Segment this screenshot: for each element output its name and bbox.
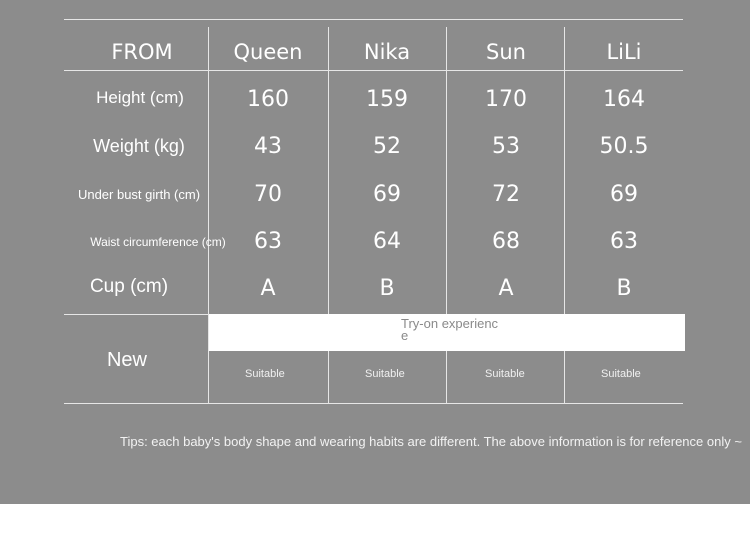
row-label-new: New [106, 348, 147, 371]
suitable-label: Suitable [601, 368, 641, 380]
table-cell: 69 [373, 181, 401, 207]
table-cell: 69 [610, 181, 638, 207]
table-cell: 50.5 [599, 133, 649, 159]
table-cell: 68 [492, 228, 520, 254]
table-cell: 72 [492, 181, 520, 207]
table-top-rule [64, 19, 683, 20]
row-label-waist: Waist circumference (cm) [90, 235, 226, 249]
row-label-under-bust: Under bust girth (cm) [77, 186, 201, 202]
table-cell: A [260, 275, 276, 301]
table-bottom-rule [64, 403, 683, 404]
table-cell: 63 [254, 228, 282, 254]
table-cell: A [498, 275, 514, 301]
table-cell: 164 [603, 86, 645, 112]
body-rule [64, 314, 209, 315]
table-cell: 170 [485, 86, 527, 112]
table-cell: 63 [610, 228, 638, 254]
table-cell: B [379, 275, 395, 301]
suitable-label: Suitable [365, 368, 405, 380]
try-on-label: Try-on experience [401, 316, 499, 343]
table-cell: 70 [254, 181, 282, 207]
header-queen: Queen [233, 40, 303, 64]
row-label-weight: Weight (kg) [93, 135, 185, 156]
table-cell: 52 [373, 133, 401, 159]
table-cell: B [616, 275, 632, 301]
header-from: FROM [111, 40, 173, 64]
suitable-label: Suitable [485, 368, 525, 380]
row-label-height: Height (cm) [96, 88, 184, 107]
table-cell: 53 [492, 133, 520, 159]
table-cell: 64 [373, 228, 401, 254]
header-lili: LiLi [606, 40, 642, 64]
table-cell: 160 [247, 86, 289, 112]
table-cell: 159 [366, 86, 408, 112]
row-label-cup: Cup (cm) [89, 276, 169, 297]
header-sun: Sun [486, 40, 526, 64]
suitable-label: Suitable [245, 368, 285, 380]
tips-note: Tips: each baby's body shape and wearing habits are different. The above information is for reference only ~ [120, 434, 742, 449]
table-cell: 43 [254, 133, 282, 159]
header-rule [64, 70, 683, 71]
header-nika: Nika [363, 40, 411, 64]
